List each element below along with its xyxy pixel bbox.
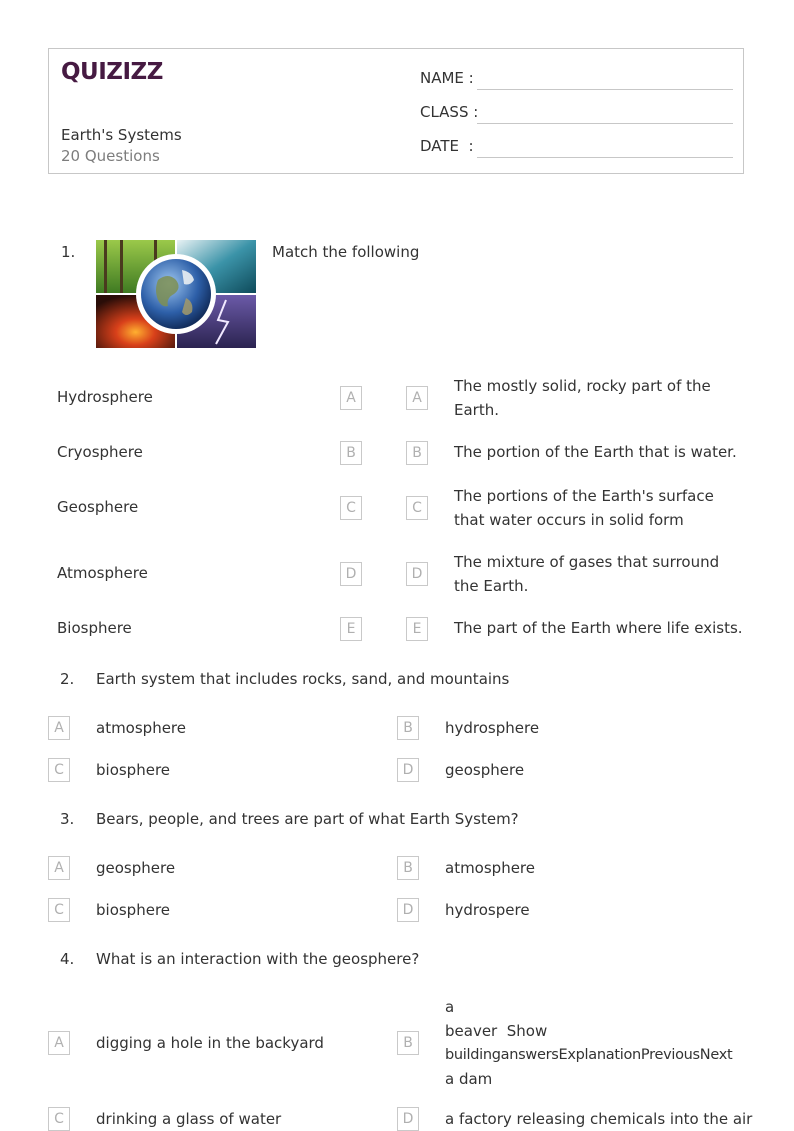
question-number: 1. [61, 243, 76, 261]
answer-option[interactable]: biosphere [96, 761, 171, 779]
question-prompt: Match the following [272, 243, 420, 261]
option-letter-box: A [406, 386, 428, 410]
option-letter-box[interactable]: B [397, 1031, 419, 1055]
match-definition-line: the Earth. [454, 577, 529, 595]
match-definition-line: Earth. [454, 401, 499, 419]
match-term: Hydrosphere [57, 388, 153, 406]
match-term: Geosphere [57, 498, 139, 516]
answer-box[interactable]: B [340, 441, 362, 465]
option-letter-box[interactable]: D [397, 898, 419, 922]
match-term: Cryosphere [57, 443, 143, 461]
match-definition-line: The portion of the Earth that is water. [454, 443, 737, 461]
option-letter-box[interactable]: D [397, 758, 419, 782]
earth-systems-image [96, 240, 256, 348]
match-definition-line: The part of the Earth where life exists. [454, 619, 743, 637]
worksheet-title: Earth's Systems [61, 126, 182, 144]
option-letter-box[interactable]: B [397, 856, 419, 880]
name-field[interactable] [477, 89, 733, 90]
option-letter-box[interactable]: C [48, 758, 70, 782]
answer-option[interactable]: atmosphere [96, 719, 186, 737]
option-letter-box[interactable]: A [48, 856, 70, 880]
date-label: DATE : [420, 137, 474, 155]
question-count: 20 Questions [61, 147, 160, 165]
answer-option[interactable]: drinking a glass of water [96, 1110, 282, 1128]
answer-option-line[interactable]: a dam [445, 1070, 493, 1088]
answer-option[interactable]: hydrosphere [445, 719, 540, 737]
question-prompt: Bears, people, and trees are part of what Earth System? [96, 810, 519, 828]
answer-option[interactable]: atmosphere [445, 859, 535, 877]
option-letter-box[interactable]: D [397, 1107, 419, 1131]
question-number: 4. [60, 950, 75, 968]
answer-box[interactable]: C [340, 496, 362, 520]
answer-option-line[interactable]: beaver Show [445, 1022, 548, 1040]
name-label: NAME : [420, 69, 474, 87]
answer-option[interactable]: geosphere [445, 761, 525, 779]
option-letter-box[interactable]: A [48, 716, 70, 740]
option-letter-box: C [406, 496, 428, 520]
match-definition-line: The portions of the Earth's surface [454, 487, 714, 505]
option-letter-box: D [406, 562, 428, 586]
option-letter-box[interactable]: C [48, 898, 70, 922]
question-number: 3. [60, 810, 75, 828]
option-letter-box[interactable]: B [397, 716, 419, 740]
answer-option[interactable]: hydrospere [445, 901, 530, 919]
date-field[interactable] [477, 157, 733, 158]
match-term: Biosphere [57, 619, 132, 637]
option-letter-box: E [406, 617, 428, 641]
class-label: CLASS : [420, 103, 479, 121]
match-definition-line: The mostly solid, rocky part of the [454, 377, 711, 395]
question-number: 2. [60, 670, 75, 688]
worksheet-header [48, 48, 744, 174]
option-letter-box: B [406, 441, 428, 465]
answer-option[interactable]: a factory releasing chemicals into the air [445, 1110, 753, 1128]
quizizz-logo: QUIZIZZ [61, 59, 163, 85]
answer-box[interactable]: A [340, 386, 362, 410]
answer-box[interactable]: D [340, 562, 362, 586]
answer-option[interactable]: geosphere [96, 859, 176, 877]
question-prompt: Earth system that includes rocks, sand, and mountains [96, 670, 510, 688]
option-letter-box[interactable]: A [48, 1031, 70, 1055]
answer-option-line[interactable]: buildinganswersExplanationPreviousNext [445, 1047, 733, 1063]
answer-option[interactable]: biosphere [96, 901, 171, 919]
answer-option-line[interactable]: a [445, 998, 455, 1016]
answer-option[interactable]: digging a hole in the backyard [96, 1034, 324, 1052]
class-field[interactable] [477, 123, 733, 124]
match-term: Atmosphere [57, 564, 148, 582]
option-letter-box[interactable]: C [48, 1107, 70, 1131]
answer-box[interactable]: E [340, 617, 362, 641]
match-definition-line: The mixture of gases that surround [454, 553, 720, 571]
question-prompt: What is an interaction with the geosphere? [96, 950, 420, 968]
match-definition-line: that water occurs in solid form [454, 511, 684, 529]
